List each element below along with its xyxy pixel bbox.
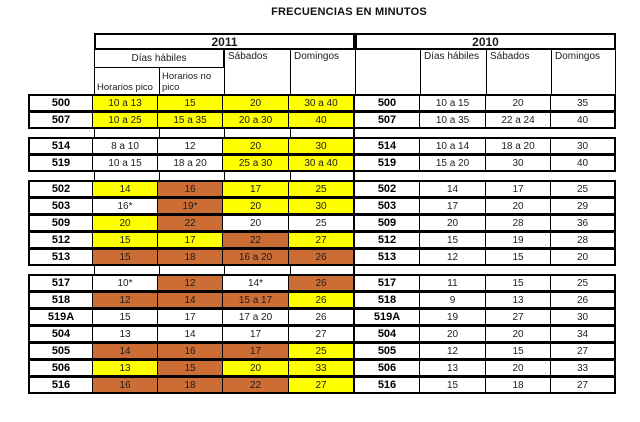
freq-cell-2010: 13: [485, 293, 550, 307]
freq-cell-2010: 25: [550, 182, 614, 196]
col-header-domingos-2011: Domingos: [290, 49, 356, 95]
route-cell-2010: 518: [353, 293, 419, 307]
freq-cell-2010: 36: [550, 216, 614, 230]
freq-cell-2011: 16: [92, 378, 157, 392]
route-cell-2011: 504: [30, 327, 92, 341]
route-cell-2011: 516: [30, 378, 92, 392]
freq-cell-2010: 15: [419, 233, 485, 247]
spacer-cell: [224, 265, 290, 275]
freq-cell-2011: 14*: [222, 276, 288, 290]
route-cell-2011: 500: [30, 96, 92, 110]
freq-cell-2011: 25: [288, 216, 353, 230]
freq-cell-2010: 20: [550, 250, 614, 264]
col-header-domingos-2010: Domingos: [551, 49, 616, 95]
table-row-502: [28, 180, 616, 198]
freq-cell-2011: 15: [157, 96, 222, 110]
freq-cell-2010: 12: [419, 250, 485, 264]
freq-cell-2010: 22 a 24: [485, 113, 550, 127]
freq-cell-2011: 10 a 13: [92, 96, 157, 110]
route-cell-2010: 516: [353, 378, 419, 392]
freq-cell-2011: 10*: [92, 276, 157, 290]
freq-cell-2011: 14: [92, 344, 157, 358]
freq-cell-2011: 26: [288, 276, 353, 290]
route-cell-2010: 517: [353, 276, 419, 290]
freq-cell-2011: 20: [222, 361, 288, 375]
table-row-516: [28, 376, 616, 394]
freq-cell-2011: 16 a 20: [222, 250, 288, 264]
page-title: FRECUENCIAS EN MINUTOS: [271, 6, 427, 18]
freq-cell-2010: 20: [419, 216, 485, 230]
freq-cell-2011: 20 a 30: [222, 113, 288, 127]
table-header: [28, 33, 616, 95]
route-cell-2010: 519A: [353, 310, 419, 324]
table-row-519: [28, 154, 616, 172]
freq-cell-2010: 13: [419, 361, 485, 375]
freq-cell-2011: 27: [288, 233, 353, 247]
freq-cell-2011: 18: [157, 378, 222, 392]
route-cell-2010: 513: [353, 250, 419, 264]
freq-cell-2010: 40: [550, 156, 614, 170]
route-cell-2011: 512: [30, 233, 92, 247]
freq-cell-2011: 20: [222, 96, 288, 110]
freq-cell-2011: 12: [157, 276, 222, 290]
freq-cell-2011: 16: [157, 344, 222, 358]
freq-cell-2010: 34: [550, 327, 614, 341]
freq-cell-2011: 16*: [92, 199, 157, 213]
table-row-519A: [28, 308, 616, 326]
freq-cell-2010: 15 a 20: [419, 156, 485, 170]
freq-cell-2010: 14: [419, 182, 485, 196]
freq-cell-2010: 35: [550, 96, 614, 110]
freq-cell-2010: 19: [419, 310, 485, 324]
table-row-505: [28, 342, 616, 360]
freq-cell-2010: 30: [550, 139, 614, 153]
freq-cell-2011: 13: [92, 361, 157, 375]
freq-cell-2011: 15: [92, 250, 157, 264]
year-2011-header: 2011: [94, 33, 355, 50]
spacer-cell: [28, 265, 94, 275]
freq-cell-2011: 26: [288, 293, 353, 307]
spacer-cell: [94, 171, 159, 181]
freq-cell-2011: 15: [157, 361, 222, 375]
table-row-514: [28, 137, 616, 155]
freq-cell-2011: 30 a 40: [288, 96, 353, 110]
freq-cell-2011: 15: [92, 233, 157, 247]
route-cell-2011: 514: [30, 139, 92, 153]
freq-cell-2010: 17: [419, 199, 485, 213]
freq-cell-2011: 30 a 40: [288, 156, 353, 170]
freq-cell-2011: 25: [288, 344, 353, 358]
route-column-header-blank: [355, 49, 421, 95]
freq-cell-2010: 27: [550, 378, 614, 392]
freq-cell-2011: 8 a 10: [92, 139, 157, 153]
freq-cell-2011: 20: [92, 216, 157, 230]
table-row-504: [28, 325, 616, 343]
freq-cell-2010: 40: [550, 113, 614, 127]
freq-cell-2010: 20: [485, 199, 550, 213]
route-cell-2010: 519: [353, 156, 419, 170]
route-cell-2011: 503: [30, 199, 92, 213]
freq-cell-2011: 12: [92, 293, 157, 307]
freq-cell-2010: 20: [485, 96, 550, 110]
freq-cell-2010: 15: [419, 378, 485, 392]
col-header-sabados-2011: Sábados: [224, 49, 291, 95]
freq-cell-2011: 17: [157, 233, 222, 247]
freq-cell-2011: 19*: [157, 199, 222, 213]
freq-cell-2011: 20: [222, 216, 288, 230]
freq-cell-2010: 28: [550, 233, 614, 247]
freq-cell-2011: 22: [157, 216, 222, 230]
spacer-cell: [28, 128, 94, 138]
freq-cell-2011: 30: [288, 199, 353, 213]
freq-cell-2010: 27: [485, 310, 550, 324]
spacer-cell: [94, 128, 159, 138]
freq-cell-2011: 40: [288, 113, 353, 127]
route-cell-2010: 506: [353, 361, 419, 375]
col-header-dias-habiles-2010: Días hábiles: [420, 49, 487, 95]
freq-cell-2010: 10 a 15: [419, 96, 485, 110]
freq-cell-2011: 22: [222, 233, 288, 247]
route-cell-2010: 500: [353, 96, 419, 110]
freq-cell-2011: 26: [288, 310, 353, 324]
freq-cell-2010: 18 a 20: [485, 139, 550, 153]
table-row-509: [28, 214, 616, 232]
freq-cell-2011: 20: [222, 199, 288, 213]
route-cell-2011: 507: [30, 113, 92, 127]
spacer-cell: [290, 171, 355, 181]
freq-cell-2011: 17: [157, 310, 222, 324]
freq-cell-2010: 10 a 14: [419, 139, 485, 153]
freq-cell-2011: 33: [288, 361, 353, 375]
route-cell-2010: 509: [353, 216, 419, 230]
freq-cell-2011: 18 a 20: [157, 156, 222, 170]
freq-cell-2010: 20: [419, 327, 485, 341]
table-row-507: [28, 111, 616, 129]
table-row-518: [28, 291, 616, 309]
route-cell-2010: 503: [353, 199, 419, 213]
route-cell-2011: 517: [30, 276, 92, 290]
freq-cell-2010: 9: [419, 293, 485, 307]
col-header-sabados-2010: Sábados: [486, 49, 552, 95]
route-cell-2010: 502: [353, 182, 419, 196]
freq-cell-2010: 10 a 35: [419, 113, 485, 127]
freq-cell-2010: 20: [485, 327, 550, 341]
col-header-dias-habiles-2011: Días hábiles: [94, 49, 224, 68]
freq-cell-2011: 17 a 20: [222, 310, 288, 324]
route-cell-2011: 506: [30, 361, 92, 375]
route-cell-2010: 504: [353, 327, 419, 341]
freq-cell-2011: 10 a 25: [92, 113, 157, 127]
freq-cell-2010: 17: [485, 182, 550, 196]
freq-cell-2011: 17: [222, 344, 288, 358]
route-cell-2011: 519: [30, 156, 92, 170]
spacer-cell: [224, 128, 290, 138]
spacer-cell: [290, 265, 355, 275]
freq-cell-2010: 29: [550, 199, 614, 213]
col-header-horarios-no-pico: Horarios no pico: [159, 67, 225, 95]
freq-cell-2011: 22: [222, 378, 288, 392]
route-cell-2010: 512: [353, 233, 419, 247]
route-cell-2010: 514: [353, 139, 419, 153]
freq-cell-2010: 15: [485, 250, 550, 264]
table-row-500: [28, 94, 616, 112]
table-row-513: [28, 248, 616, 266]
freq-cell-2010: 20: [485, 361, 550, 375]
col-header-horarios-pico: Horarios pico: [94, 67, 160, 95]
freq-cell-2011: 15 a 35: [157, 113, 222, 127]
spacer-cell: [28, 171, 94, 181]
table-row-506: [28, 359, 616, 377]
freq-cell-2011: 13: [92, 327, 157, 341]
freq-cell-2010: 12: [419, 344, 485, 358]
freq-cell-2010: 30: [485, 156, 550, 170]
table-row-512: [28, 231, 616, 249]
route-cell-2011: 502: [30, 182, 92, 196]
freq-cell-2011: 15 a 17: [222, 293, 288, 307]
freq-cell-2010: 33: [550, 361, 614, 375]
freq-cell-2010: 27: [550, 344, 614, 358]
freq-cell-2011: 14: [157, 327, 222, 341]
freq-cell-2011: 30: [288, 139, 353, 153]
freq-cell-2011: 27: [288, 378, 353, 392]
freq-cell-2010: 15: [485, 344, 550, 358]
freq-cell-2011: 15: [92, 310, 157, 324]
year-2010-header: 2010: [355, 33, 616, 50]
freq-cell-2010: 26: [550, 293, 614, 307]
spacer-cell: [159, 171, 224, 181]
freq-cell-2010: 30: [550, 310, 614, 324]
freq-cell-2011: 25: [288, 182, 353, 196]
route-cell-2010: 505: [353, 344, 419, 358]
spacer-cell: [224, 171, 290, 181]
route-cell-2011: 519A: [30, 310, 92, 324]
freq-cell-2011: 12: [157, 139, 222, 153]
route-cell-2011: 518: [30, 293, 92, 307]
frequency-table: [28, 33, 616, 394]
freq-cell-2011: 27: [288, 327, 353, 341]
freq-cell-2011: 25 a 30: [222, 156, 288, 170]
route-cell-2011: 505: [30, 344, 92, 358]
table-body: [28, 94, 616, 394]
spacer-cell: [159, 265, 224, 275]
route-cell-2011: 509: [30, 216, 92, 230]
freq-cell-2011: 16: [157, 182, 222, 196]
freq-cell-2011: 20: [222, 139, 288, 153]
freq-cell-2011: 17: [222, 182, 288, 196]
table-row-517: [28, 274, 616, 292]
freq-cell-2010: 19: [485, 233, 550, 247]
spacer-cell: [94, 265, 159, 275]
table-row-503: [28, 197, 616, 215]
freq-cell-2010: 15: [485, 276, 550, 290]
freq-cell-2010: 25: [550, 276, 614, 290]
freq-cell-2010: 11: [419, 276, 485, 290]
freq-cell-2011: 14: [157, 293, 222, 307]
freq-cell-2011: 17: [222, 327, 288, 341]
freq-cell-2010: 18: [485, 378, 550, 392]
freq-cell-2011: 14: [92, 182, 157, 196]
freq-cell-2010: 28: [485, 216, 550, 230]
freq-cell-2011: 18: [157, 250, 222, 264]
route-cell-2010: 507: [353, 113, 419, 127]
route-cell-2011: 513: [30, 250, 92, 264]
spacer-cell: [290, 128, 355, 138]
freq-cell-2011: 26: [288, 250, 353, 264]
freq-cell-2011: 10 a 15: [92, 156, 157, 170]
spacer-cell: [159, 128, 224, 138]
